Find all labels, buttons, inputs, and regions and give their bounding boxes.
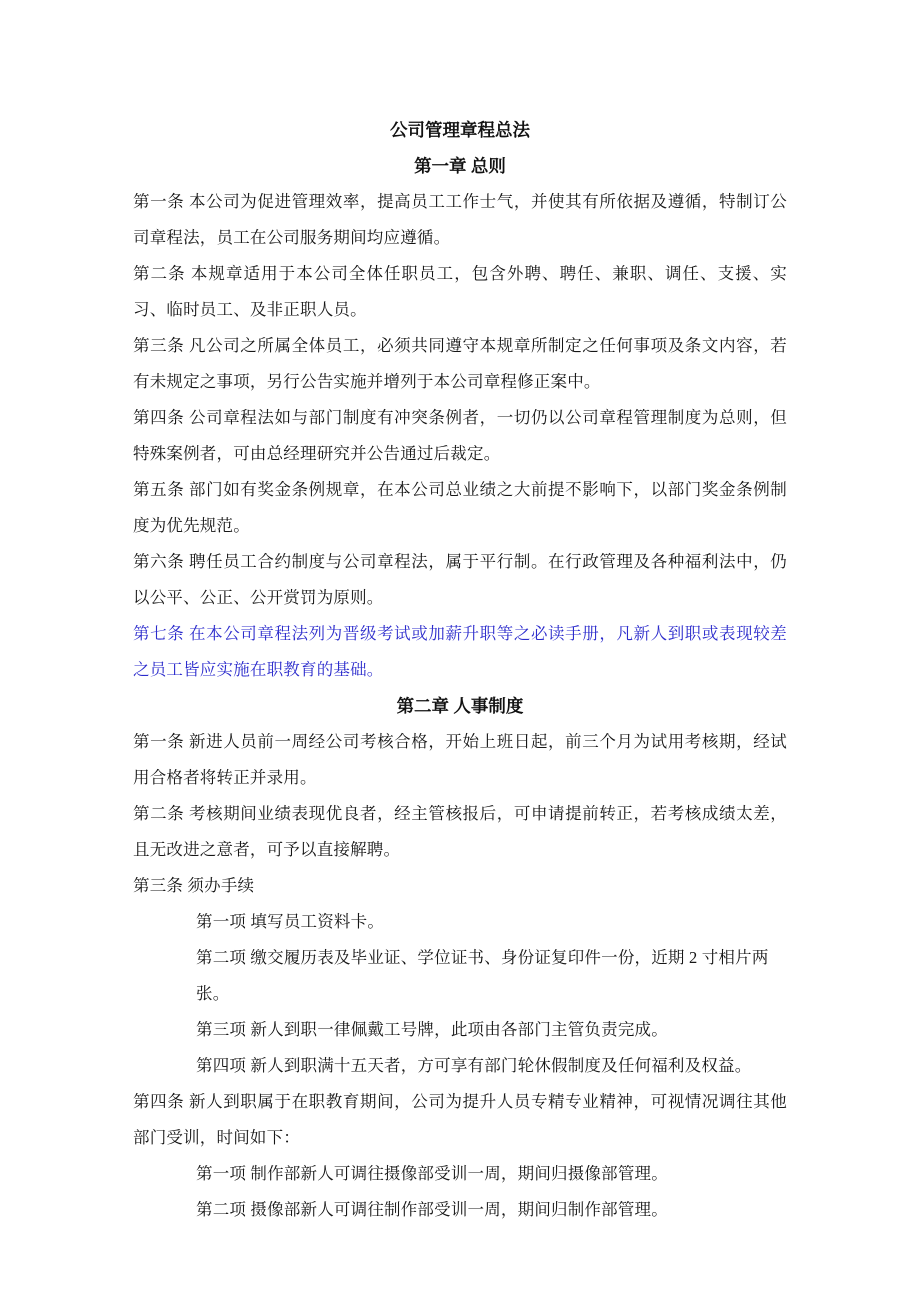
article-4-item-1: 第一项 制作部新人可调往摄像部受训一周，期间归摄像部管理。 xyxy=(196,1164,668,1183)
article-3-item-4: 第四项 新人到职满十五天者，方可享有部门轮休假制度及任何福利及权益。 xyxy=(196,1056,752,1075)
article-2-paragraph: 第二条 考核期间业绩表现优良者，经主管核报后，可申请提前转正，若考核成绩太差，且无改进之意者，可予以直接解聘。 xyxy=(133,804,787,859)
chapter-personnel-system xyxy=(133,688,787,1228)
article-4-paragraph: 第四条 公司章程法如与部门制度有冲突条例者，一切仍以公司章程管理制度为总则，但特殊案例者，可由总经理研究并公告通过后裁定。 xyxy=(133,408,787,463)
chapter-general-rules xyxy=(133,148,787,688)
article-3-item-3: 第三项 新人到职一律佩戴工号牌，此项由各部门主管负责完成。 xyxy=(196,1020,668,1039)
chapter-1-heading: 第一章 总则 xyxy=(414,156,506,176)
article-3-paragraph: 第三条 须办手续 xyxy=(133,876,255,895)
article-5-paragraph: 第五条 部门如有奖金条例规章，在本公司总业绩之大前提不影响下，以部门奖金条例制度为优先规范。 xyxy=(133,480,787,535)
article-7-paragraph-highlighted: 第七条 在本公司章程法列为晋级考试或加薪升职等之必读手册，凡新人到职或表现较差之员工皆应实施在职教育的基础。 xyxy=(133,624,787,679)
article-6-paragraph: 第六条 聘任员工合约制度与公司章程法，属于平行制。在行政管理及各种福利法中，仍以公平、公正、公开赏罚为原则。 xyxy=(133,552,787,607)
chapter-2-heading: 第二章 人事制度 xyxy=(396,696,524,716)
article-3-paragraph: 第三条 凡公司之所属全体员工，必须共同遵守本规章所制定之任何事项及条文内容，若有未规定之事项，另行公告实施并增列于本公司章程修正案中。 xyxy=(133,336,787,391)
article-1-paragraph: 第一条 新进人员前一周经公司考核合格，开始上班日起，前三个月为试用考核期，经试用合格者将转正并录用。 xyxy=(133,732,787,787)
article-1-paragraph: 第一条 本公司为促进管理效率，提高员工工作士气，并使其有所依据及遵循，特制订公司章程法，员工在公司服务期间均应遵循。 xyxy=(133,192,787,247)
article-4-paragraph: 第四条 新人到职属于在职教育期间，公司为提升人员专精专业精神，可视情况调往其他部门受训，时间如下： xyxy=(133,1092,787,1147)
article-3-item-2: 第二项 缴交履历表及毕业证、学位证书、身份证复印件一份，近期 2 寸相片两张。 xyxy=(196,948,769,1003)
article-4-item-2: 第二项 摄像部新人可调往制作部受训一周，期间归制作部管理。 xyxy=(196,1200,668,1219)
document-title: 公司管理章程总法 xyxy=(390,120,530,140)
article-2-paragraph: 第二条 本规章适用于本公司全体任职员工，包含外聘、聘任、兼职、调任、支援、实习、临时员工、及非正职人员。 xyxy=(133,264,787,319)
article-3-item-1: 第一项 填写员工资料卡。 xyxy=(196,912,385,931)
